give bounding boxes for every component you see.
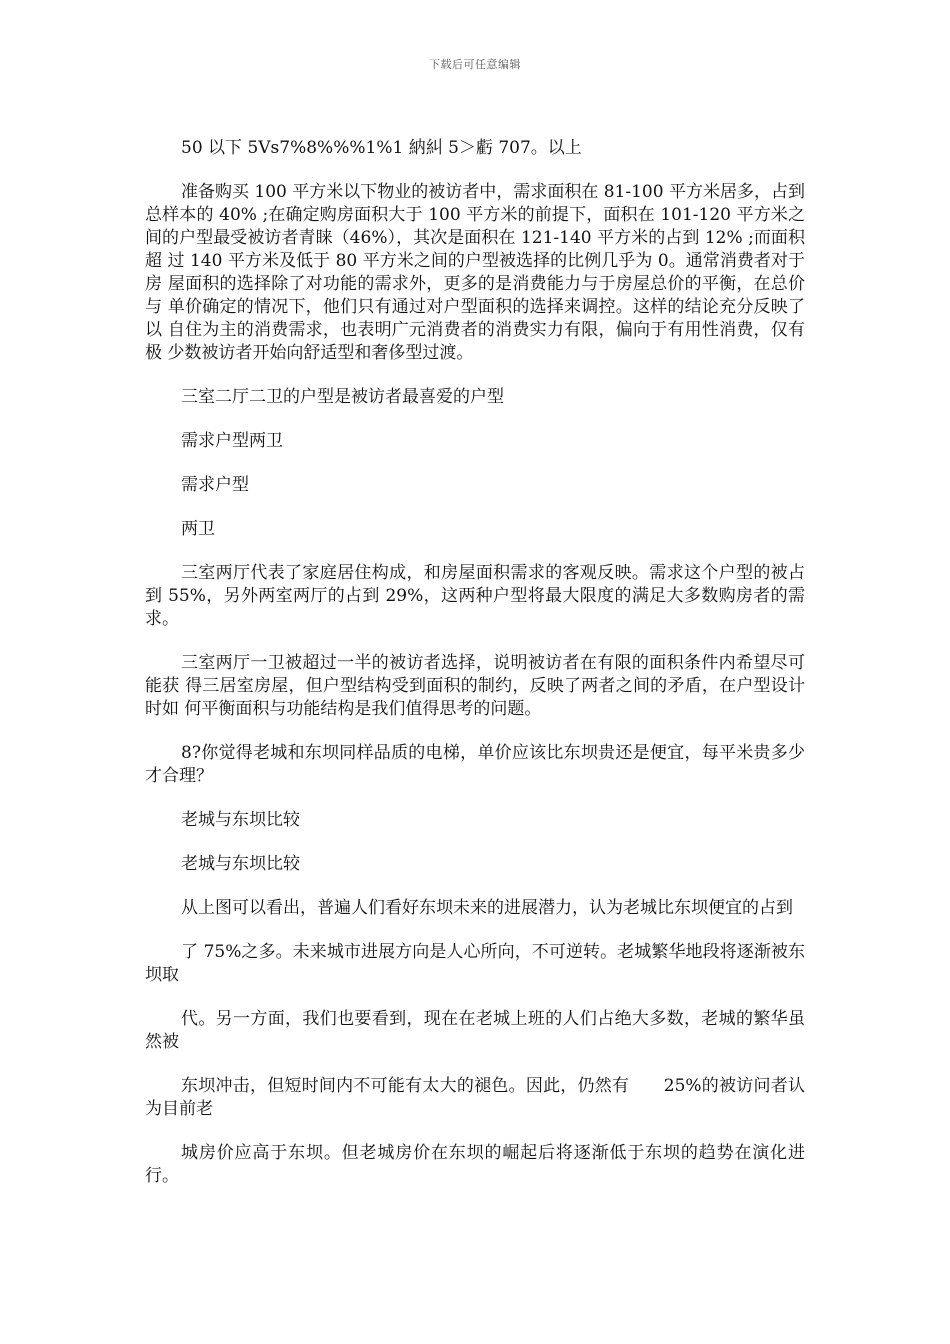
paragraph-comparison-3: 代。另一方面，我们也要看到，现在在老城上班的人们占绝大多数，老城的繁华虽然被: [145, 1009, 805, 1052]
paragraph-area-analysis: 准备购买 100 平方米以下物业的被访者中，需求面积在 81-100 平方米居多，占到 总样本的 40% ;在确定购房面积大于 100 平方米的前提下，面积在 101-120 平方米之 间的户型最受被访者青睐（46%），其次是面积在 121-140 平方米的占到 12% ;而面积超 过 140 平方米及低于 80 平方米之间的户型被选择的比例几乎为 0。通常消费者对于房 屋面积的选择除了对功能的需求外，更多的是消费能力与于房屋总价的平衡，在总价与 单价确定的情况下，他们只有通过对户型面积的选择来调控。这样的结论充分反映了以 自住为主的消费需求，也表明广元消费者的消费实力有限，偏向于有用性消费，仅有极 少数被访者开始向舒适型和奢侈型过渡。: [145, 182, 805, 363]
paragraph-layout-analysis-2: 三室两厅一卫被超过一半的被访者选择，说明被访者在有限的面积条件内希望尽可能获 得三居室房屋，但户型结构受到面积的制约，反映了两者之间的矛盾，在户型设计时如 何平衡面积与功能结构是我们值得思考的问题。: [145, 653, 805, 719]
paragraph-chart-title-2: 老城与东坝比较: [181, 810, 300, 830]
document-body: [145, 137, 805, 1209]
paragraph-chart-label-2: 两卫: [181, 519, 215, 539]
paragraph-chart-title-3: 老城与东坝比较: [181, 854, 300, 874]
page-header: 下载后可任意编辑: [429, 58, 521, 71]
paragraph-area-table-residue: 50 以下 5Vs7%8%%%1%1 納糾 5＞虧 707。以上: [181, 138, 582, 158]
paragraph-chart-label-1: 需求户型: [181, 475, 249, 495]
paragraph-layout-heading: 三室二厅二卫的户型是被访者最喜爱的户型: [181, 387, 504, 407]
paragraph-comparison-2: 了 75%之多。未来城市进展方向是人心所向，不可逆转。老城繁华地段将逐渐被东坝取: [145, 942, 805, 985]
paragraph-comparison-1: 从上图可以看出，普遍人们看好东坝未来的进展潜力，认为老城比东坝便宜的占到: [181, 898, 793, 918]
paragraph-chart-title-1: 需求户型两卫: [181, 431, 283, 451]
paragraph-layout-analysis-1: 三室两厅代表了家庭居住构成，和房屋面积需求的客观反映。需求这个户型的被占 到 55%，另外两室两厅的占到 29%，这两种户型将最大限度的满足大多数购房者的需求。: [145, 563, 805, 629]
paragraph-comparison-5: 城房价应高于东坝。但老城房价在东坝的崛起后将逐渐低于东坝的趋势在演化进行。: [145, 1143, 805, 1186]
paragraph-question-8: 8?你觉得老城和东坝同样品质的电梯，单价应该比东坝贵还是便宜，每平米贵多少 才合理？: [145, 743, 805, 786]
paragraph-comparison-4: 东坝冲击，但短时间内不可能有太大的褪色。因此，仍然有 25%的被访问者认为目前老: [145, 1076, 805, 1119]
